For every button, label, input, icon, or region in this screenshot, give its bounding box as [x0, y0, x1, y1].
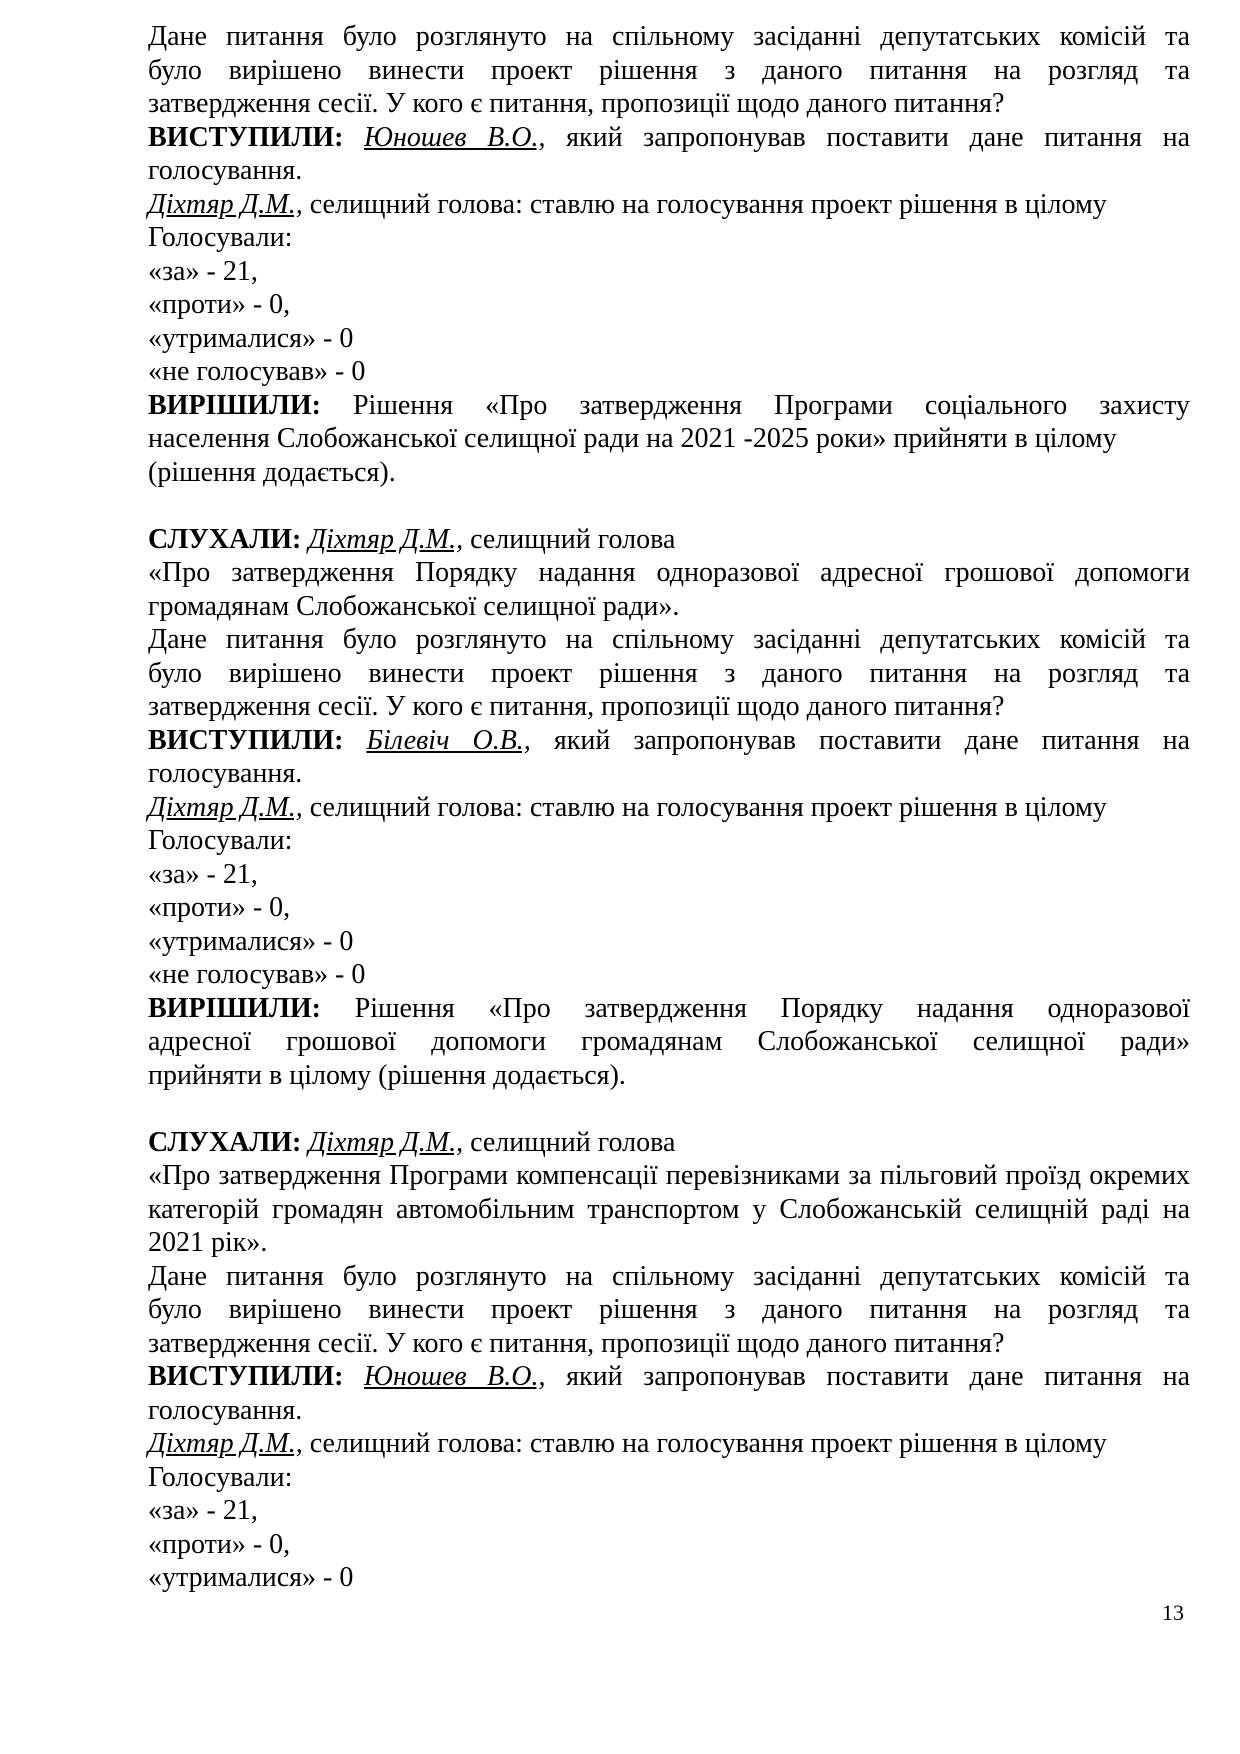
spoke-text: який запропонував поставити дане питання на	[566, 1361, 1190, 1392]
speaker-name: Білевіч О.В.,	[366, 724, 531, 756]
decided-text: Рішення «Про затвердження Програми соціального захисту	[352, 389, 1190, 421]
vote-against: «проти» - 0,	[148, 892, 291, 923]
page-content	[148, 20, 1190, 1595]
spoke-line	[148, 121, 1190, 155]
chair-line	[148, 1427, 1190, 1461]
vote-for: «за» - 21,	[148, 1495, 258, 1526]
decided-line-continuation: (рішення додається).	[148, 456, 396, 488]
decided-text: Рішення «Про затвердження Порядку надання одноразової	[354, 992, 1190, 1024]
chair-name: Діхтяр Д.М.,	[148, 1428, 303, 1459]
paragraph-line: затвердження сесії. У кого є питання, пропозиції щодо даного питання?	[148, 1327, 1005, 1359]
decided-line-continuation: прийняти в цілому (рішення додається).	[148, 1059, 626, 1091]
heard-line	[148, 1126, 1190, 1160]
chair-name: Діхтяр Д.М.,	[148, 188, 303, 220]
vote-abstain: «утрималися» - 0	[148, 925, 354, 957]
heard-role: селищний голова	[470, 1126, 676, 1158]
section-spacer	[148, 489, 1190, 523]
paragraph-line: Дане питання було розглянуто на спільному засіданні депутатських комісій та	[148, 1260, 1190, 1292]
vote-against: «проти» - 0,	[148, 289, 291, 320]
vote-for: «за» - 21,	[148, 255, 258, 287]
spoke-label: ВИСТУПИЛИ:	[148, 121, 344, 153]
vote-for: «за» - 21,	[148, 858, 258, 890]
spoke-text: який запропонував поставити дане питання на	[566, 121, 1190, 153]
paragraph-line: затвердження сесії. У кого є питання, пропозиції щодо даного питання?	[148, 88, 1005, 119]
chair-name: Діхтяр Д.М.,	[148, 791, 303, 823]
chair-line	[148, 188, 1190, 222]
voted-label: Голосували:	[148, 1461, 293, 1493]
vote-none: «не голосував» - 0	[148, 959, 366, 990]
speaker-name: Юношев В.О.,	[364, 1361, 546, 1392]
paragraph-line: було вирішено винести проект рішення з даного питання на розгляд та	[148, 54, 1190, 86]
section-spacer	[148, 1092, 1190, 1126]
spoke-line-continuation: голосування.	[148, 1394, 303, 1426]
decided-label: ВИРІШИЛИ:	[148, 389, 321, 421]
decided-line-continuation: населення Слобожанської селищної ради на 2021 -2025 роки» прийняти в цілому	[148, 423, 1117, 454]
decided-line-continuation: адресної грошової допомоги громадянам Слобожанської селищної ради»	[148, 1026, 1190, 1057]
chair-text: селищний голова: ставлю на голосування проект рішення в цілому	[309, 188, 1107, 220]
paragraph-line: було вирішено винести проект рішення з даного питання на розгляд та	[148, 1294, 1190, 1325]
spoke-label: ВИСТУПИЛИ:	[148, 724, 344, 756]
spoke-line	[148, 724, 1190, 758]
spoke-line	[148, 1360, 1190, 1394]
heard-name: Діхтяр Д.М.,	[308, 1126, 464, 1158]
vote-against: «проти» - 0,	[148, 1528, 291, 1560]
vote-abstain: «утрималися» - 0	[148, 322, 354, 354]
topic-line: 2021 рік».	[148, 1227, 268, 1258]
vote-abstain: «утрималися» - 0	[148, 1562, 354, 1593]
paragraph-line: Дане питання було розглянуто на спільному засіданні депутатських комісій та	[148, 21, 1190, 52]
page-number: 13	[1162, 1600, 1184, 1625]
paragraph-line: затвердження сесії. У кого є питання, пропозиції щодо даного питання?	[148, 691, 1005, 722]
heard-role: селищний голова	[470, 523, 676, 555]
heard-label: СЛУХАЛИ:	[148, 1126, 302, 1158]
heard-name: Діхтяр Д.М.,	[308, 523, 464, 555]
paragraph-line: було вирішено винести проект рішення з даного питання на розгляд та	[148, 657, 1190, 689]
topic-line: «Про затвердження Програми компенсації перевізниками за пільговий проїзд окремих	[148, 1160, 1190, 1191]
spoke-label: ВИСТУПИЛИ:	[148, 1361, 344, 1392]
heard-label: СЛУХАЛИ:	[148, 523, 302, 555]
spoke-line-continuation: голосування.	[148, 758, 303, 789]
spoke-line-continuation: голосування.	[148, 155, 303, 186]
heard-line	[148, 523, 1190, 557]
speaker-name: Юношев В.О.,	[364, 121, 546, 153]
chair-text: селищний голова: ставлю на голосування проект рішення в цілому	[309, 1428, 1107, 1459]
decided-label: ВИРІШИЛИ:	[148, 992, 321, 1024]
topic-line: категорій громадян автомобільним транспортом у Слобожанській селищній раді на	[148, 1193, 1190, 1225]
chair-text: селищний голова: ставлю на голосування проект рішення в цілому	[309, 791, 1107, 823]
decided-line	[148, 389, 1190, 423]
spoke-text: який запропонував поставити дане питання на	[553, 724, 1190, 756]
vote-none: «не голосував» - 0	[148, 356, 366, 387]
chair-line	[148, 791, 1190, 825]
topic-line: «Про затвердження Порядку надання одноразової адресної грошової допомоги	[148, 557, 1190, 588]
topic-line: громадянам Слобожанської селищної ради».	[148, 590, 680, 622]
paragraph-line: Дане питання було розглянуто на спільному засіданні депутатських комісій та	[148, 624, 1190, 655]
voted-label: Голосували:	[148, 825, 293, 856]
decided-line	[148, 992, 1190, 1026]
voted-label: Голосували:	[148, 222, 293, 253]
